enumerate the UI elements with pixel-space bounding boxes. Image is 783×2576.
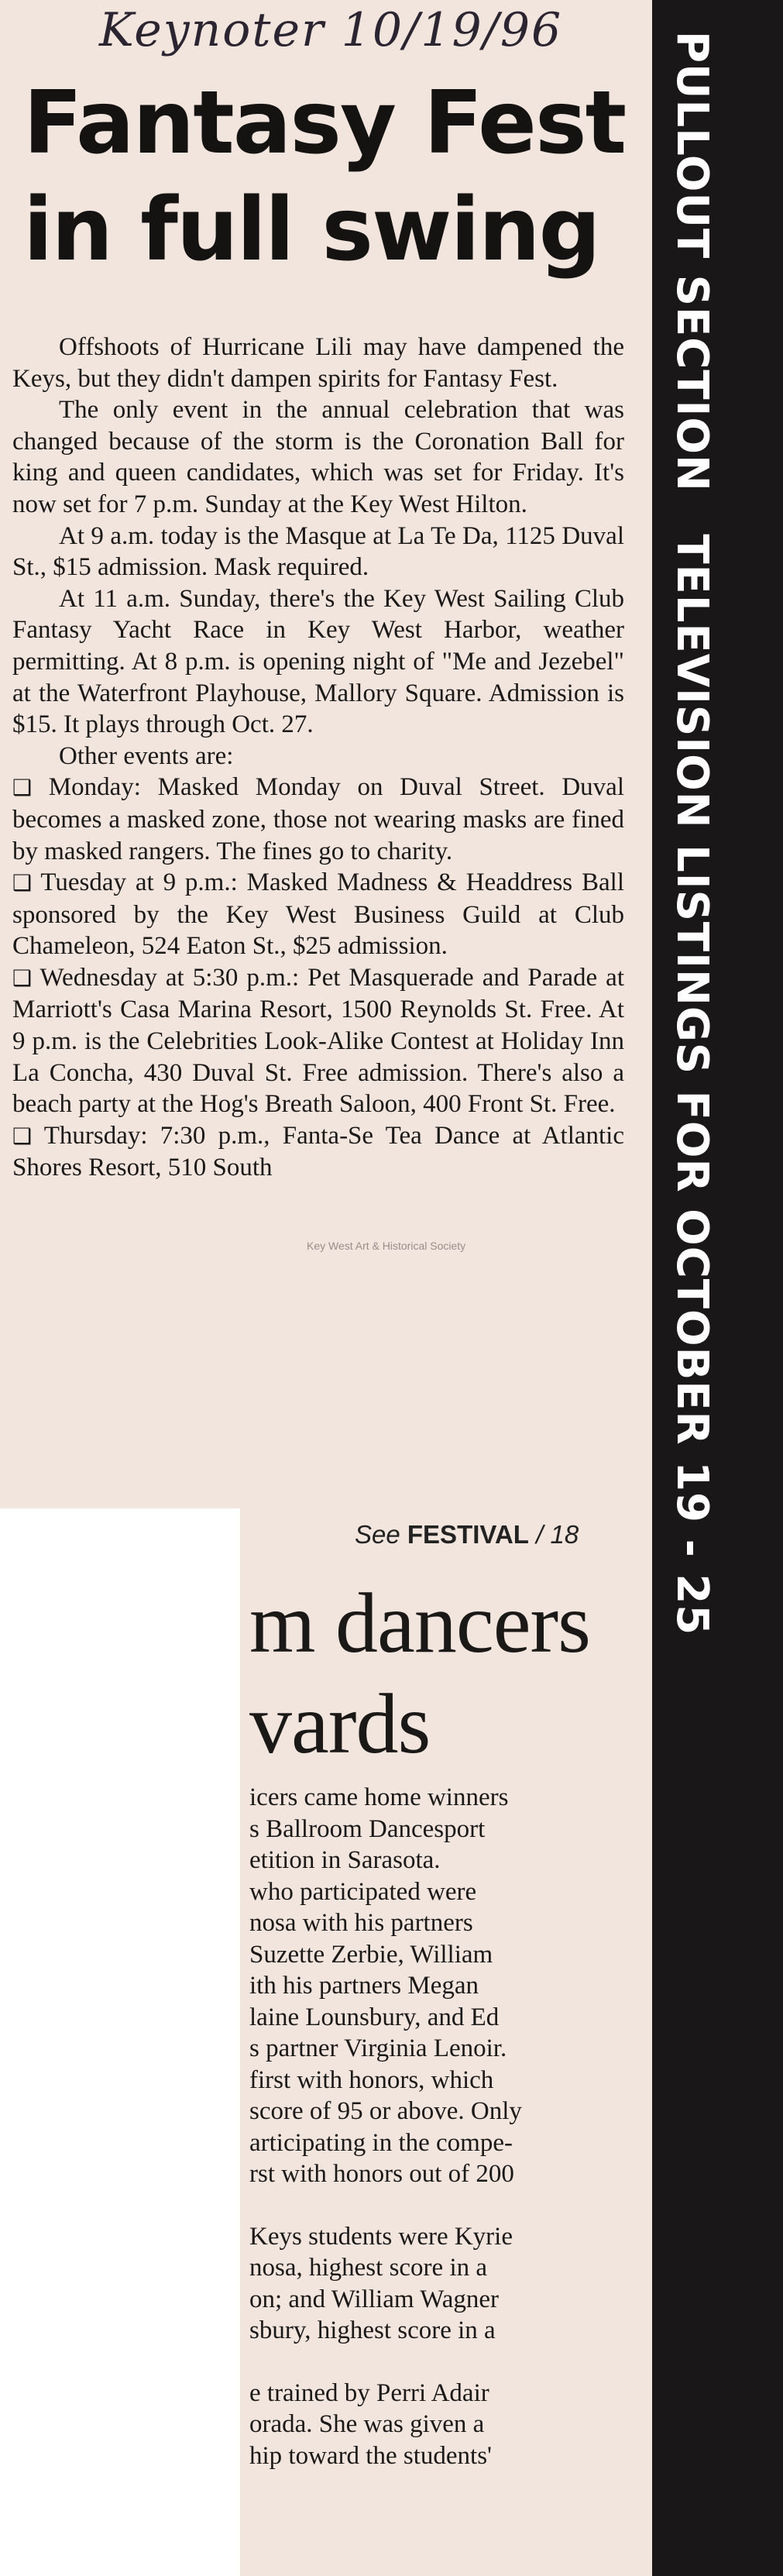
text-line: score of 95 or above. Only bbox=[249, 2097, 522, 2125]
headline2-line-2: vards bbox=[249, 1677, 431, 1771]
text-line: icers came home winners bbox=[249, 1783, 509, 1811]
paragraph: At 11 a.m. Sunday, there's the Key West Sailing Club Fantasy Yacht Race in Key West Harbor, weather permitting. At 8 p.m. is opening night of "Me and Jezebel" at the Waterfront Playhouse, Mallory Square. Admission is $15. It plays through Oct. 27. bbox=[12, 584, 624, 739]
checkbox-bullet-icon: ❑ bbox=[12, 1123, 33, 1149]
text-line: s Ballroom Dancesport bbox=[249, 1814, 486, 1843]
event-text: Wednesday at 5:30 p.m.: Pet Masquerade and Parade at Marriott's Casa Marina Resort, 1500 Reynolds St. Free. At 9 p.m. is the Celebrities Look-Alike Contest at Holiday Inn La Concha, 430 Duval St. Free admission. There's also a beach party at the Hog's Breath Saloon, 400 Front St. Free. bbox=[12, 963, 624, 1119]
text-line: rst with honors out of 200 bbox=[249, 2160, 514, 2188]
text-line: s partner Virginia Lenoir. bbox=[249, 2034, 507, 2062]
side-banner-text bbox=[667, 31, 717, 1662]
second-article-headline bbox=[249, 1573, 590, 1774]
article-headline bbox=[23, 70, 625, 284]
side-banner-part1: PULLOUT SECTION bbox=[667, 31, 717, 492]
text-line: e trained by Perri Adair bbox=[249, 2378, 489, 2407]
headline2-line-1: m dancers bbox=[249, 1576, 590, 1670]
text-line: Keys students were Kyrie bbox=[249, 2222, 513, 2251]
text-line: etition in Sarasota. bbox=[249, 1846, 441, 1874]
text-line: on; and William Wagner bbox=[249, 2285, 499, 2313]
text-line: articipating in the compe- bbox=[249, 2128, 513, 2157]
text-line: who participated were bbox=[249, 1877, 477, 1906]
side-banner-part2: TELEVISION LISTINGS FOR OCTOBER 19 - 25 bbox=[667, 534, 717, 1636]
checkbox-bullet-icon: ❑ bbox=[12, 870, 33, 896]
checkbox-bullet-icon: ❑ bbox=[12, 965, 33, 991]
jump-page: / 18 bbox=[536, 1520, 579, 1549]
handwritten-date-note: Keynoter 10/19/96 bbox=[99, 3, 563, 57]
paragraph-gap bbox=[249, 2347, 621, 2378]
second-article-body bbox=[249, 1782, 621, 2471]
text-line: laine Lounsbury, and Ed bbox=[249, 2003, 500, 2031]
text-line: orada. She was given a bbox=[249, 2410, 485, 2438]
event-item bbox=[12, 962, 624, 1120]
event-item bbox=[12, 772, 624, 867]
cut-out-area bbox=[0, 1508, 240, 2576]
watermark: Key West Art & Historical Society bbox=[307, 1240, 466, 1252]
event-text: Tuesday at 9 p.m.: Masked Madness & Headdress Ball sponsored by the Key West Business Guild at Club Chameleon, 524 Eaton St., $25 admission. bbox=[12, 868, 625, 961]
text-line: sbury, highest score in a bbox=[249, 2316, 496, 2344]
paragraph: Offshoots of Hurricane Lili may have dampened the Keys, but they didn't dampen spirits for Fantasy Fest. bbox=[12, 333, 624, 393]
headline-line-1: Fantasy Fest bbox=[23, 73, 626, 174]
event-text: Monday: Masked Monday on Duval Street. Duval becomes a masked zone, those not wearing masks are fined by masked rangers. The fines go to charity. bbox=[12, 773, 624, 865]
text-line: ith his partners Megan bbox=[249, 1972, 479, 2000]
paragraph: Other events are: bbox=[59, 741, 234, 770]
headline-line-2: in full swing bbox=[23, 180, 599, 280]
paragraph: The only event in the annual celebration that was changed because of the storm is the Coronation Ball for king and queen candidates, which was set for Friday. It's now set for 7 p.m. Sunday at the Key West Hilton. bbox=[12, 396, 624, 518]
text-line: first with honors, which bbox=[249, 2065, 494, 2094]
jump-word: FESTIVAL bbox=[407, 1520, 529, 1549]
text-line: nosa with his partners bbox=[249, 1909, 473, 1937]
article-body bbox=[12, 332, 624, 1184]
event-item bbox=[12, 867, 624, 962]
text-line: nosa, highest score in a bbox=[249, 2254, 488, 2282]
text-line: hip toward the students' bbox=[249, 2441, 492, 2470]
checkbox-bullet-icon: ❑ bbox=[12, 775, 33, 801]
text-line: Suzette Zerbie, William bbox=[249, 1940, 493, 1969]
paragraph-gap bbox=[249, 2190, 621, 2221]
event-item bbox=[12, 1120, 624, 1184]
jump-line bbox=[355, 1520, 579, 1549]
jump-prefix: See bbox=[355, 1520, 400, 1549]
paragraph: At 9 a.m. today is the Masque at La Te Da, 1125 Duval St., $15 admission. Mask required. bbox=[12, 521, 624, 582]
event-text: Thursday: 7:30 p.m., Fanta-Se Tea Dance at Atlantic Shores Resort, 510 South bbox=[12, 1121, 624, 1182]
